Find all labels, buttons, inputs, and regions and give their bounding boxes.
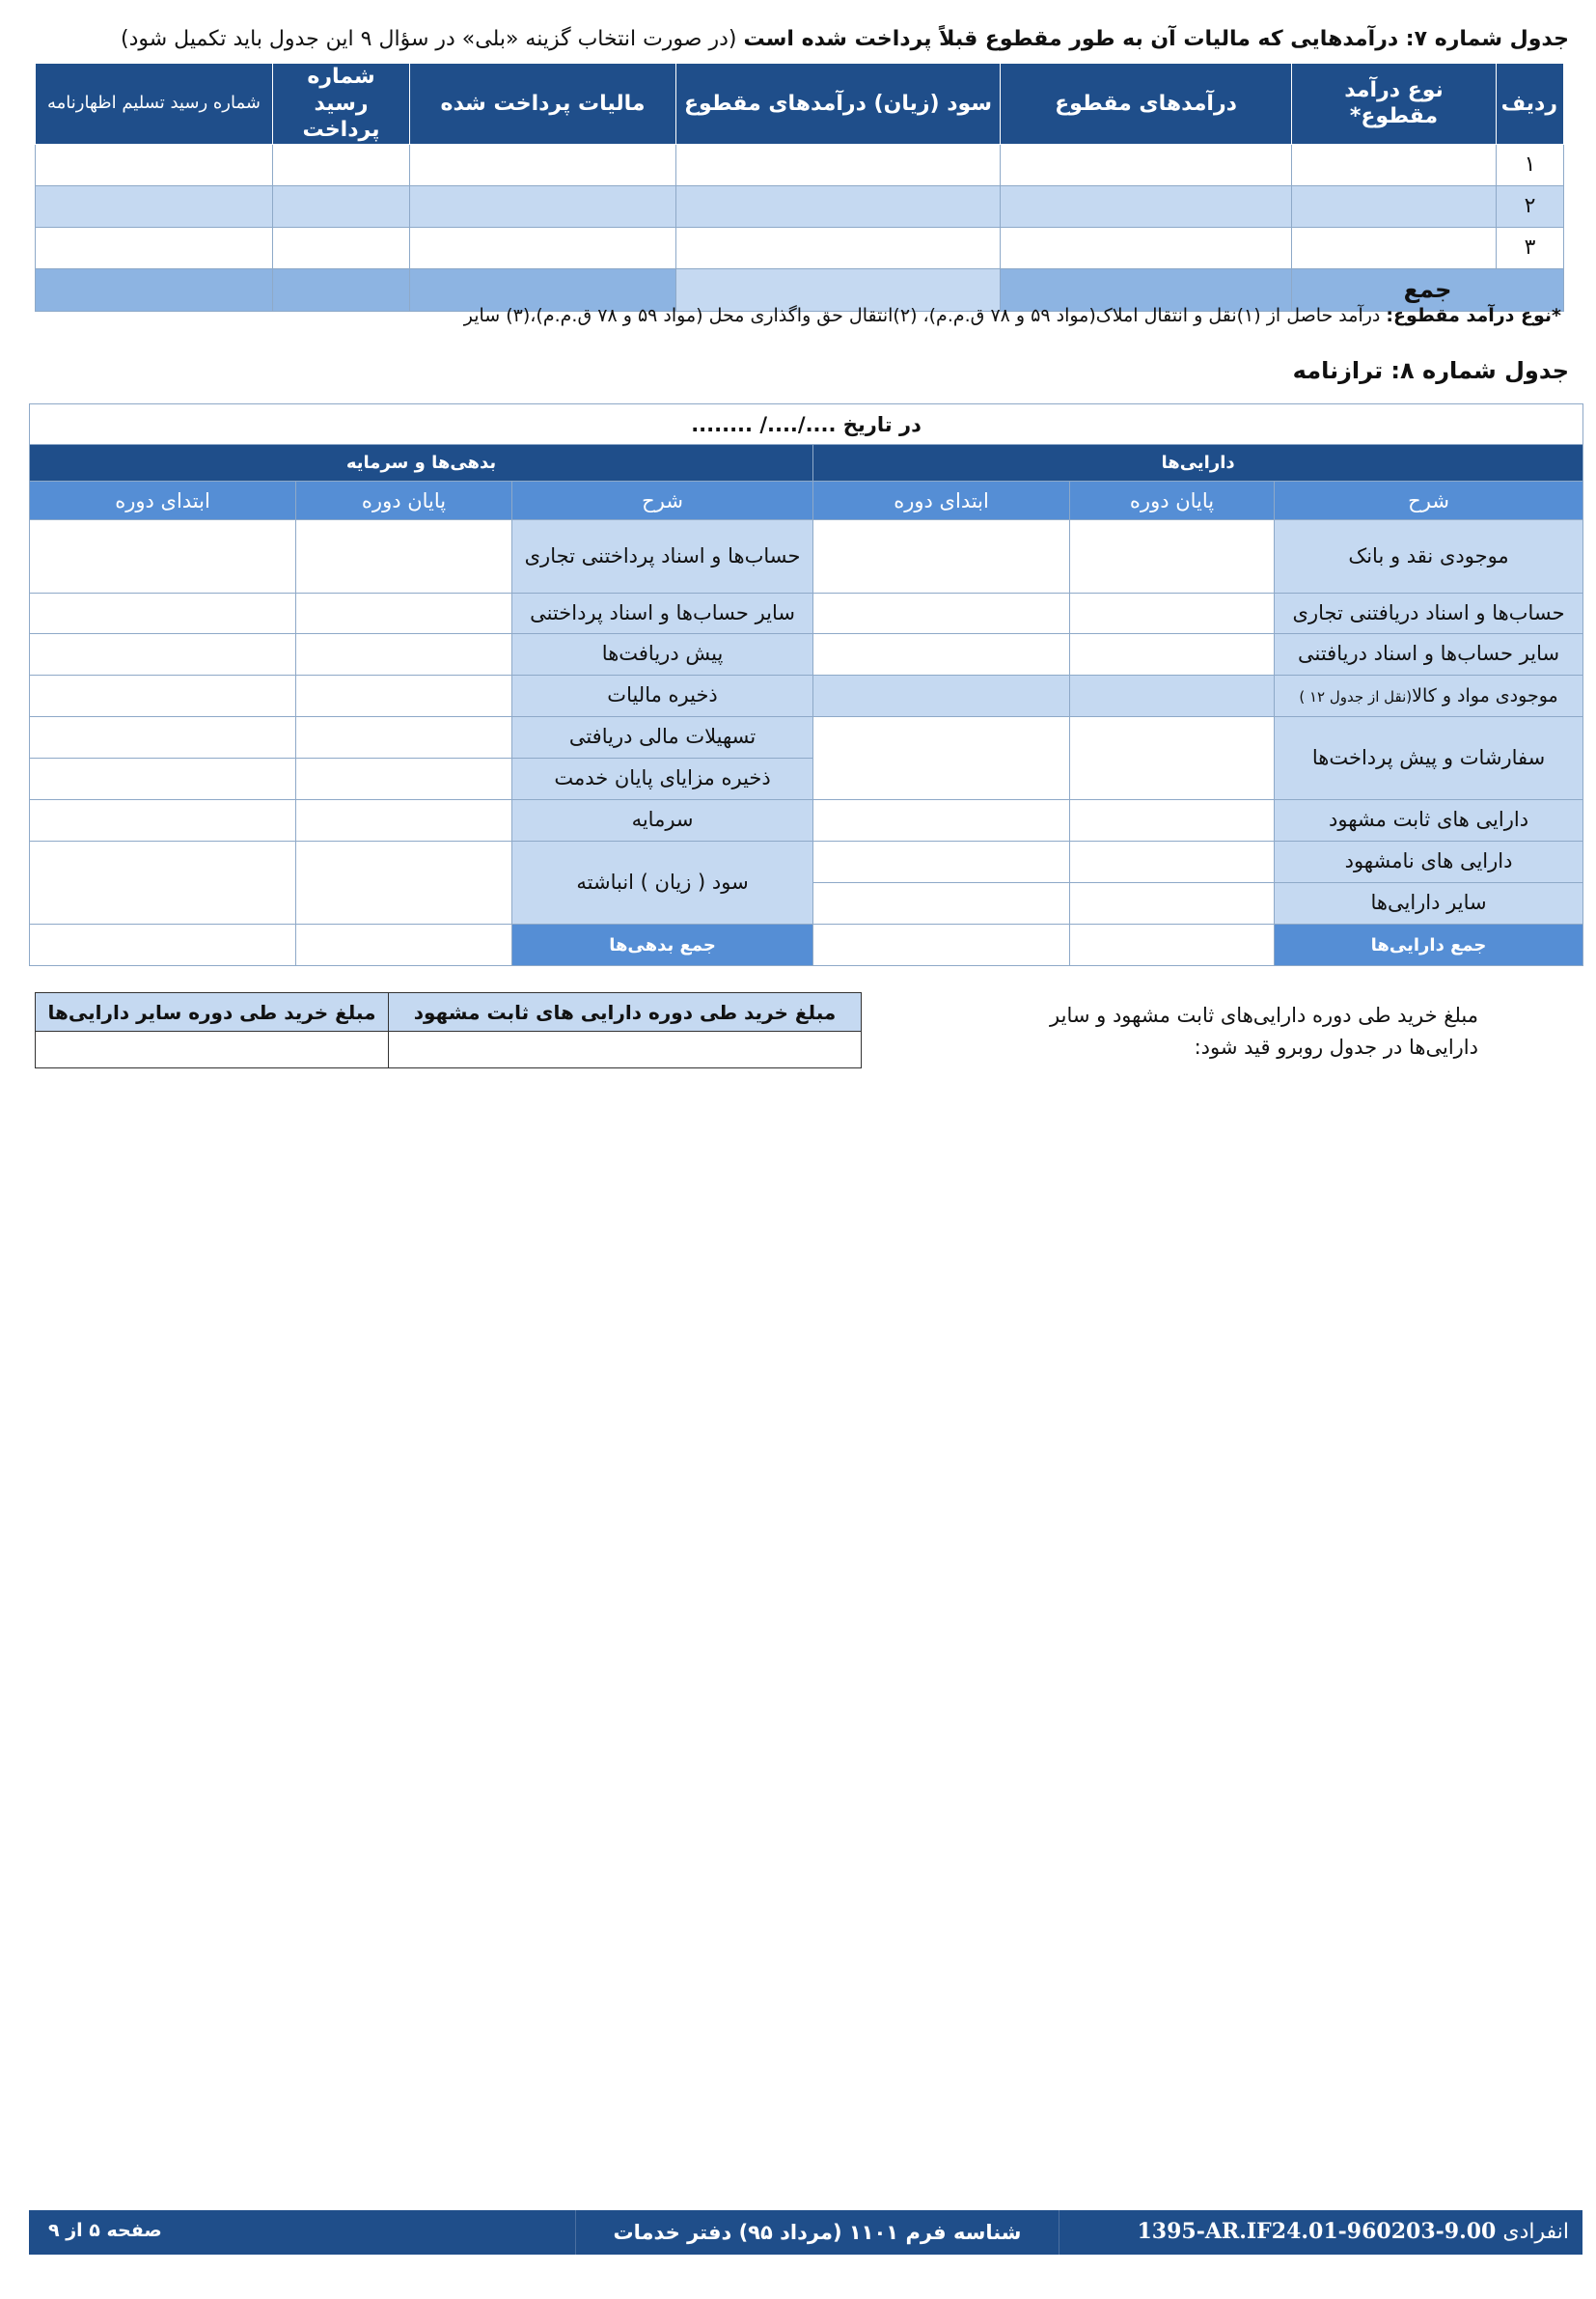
table-row [30, 676, 1583, 717]
row-number: ۱ [1497, 144, 1564, 185]
input-cell[interactable] [410, 144, 676, 185]
input-cell[interactable] [813, 676, 1070, 717]
input-cell[interactable] [1070, 883, 1275, 925]
input-cell[interactable] [1001, 144, 1292, 185]
table7-header-payment-receipt: شماره رسید پرداخت [273, 64, 410, 145]
table7-sum-label: جمع [1292, 268, 1564, 311]
input-cell[interactable] [1070, 676, 1275, 717]
table7-footnote [464, 305, 1561, 326]
asset-fixed: دارایی های ثابت مشهود [1275, 800, 1583, 842]
input-cell[interactable] [273, 144, 410, 185]
table8-title: جدول شماره ۸: ترازنامه [1292, 357, 1569, 384]
input-cell[interactable] [296, 634, 512, 676]
asset-inventory [1275, 676, 1583, 717]
input-cell[interactable] [273, 185, 410, 227]
table7-header-row-num: ردیف [1497, 64, 1564, 145]
input-cell[interactable] [1001, 185, 1292, 227]
sum-cell[interactable] [273, 268, 410, 311]
table7-footnote-text: درآمد حاصل از (۱)نقل و انتقال املاک(مواد ۵۹ و ۷۸ ق.م.م)، (۲)انتقال حق واگذاری محل (مواد ۵۹ و ۷۸ ق.م.م)،(۳) سایر [463, 305, 1387, 326]
asset-inventory-note: (نقل از جدول ۱۲ ) [1299, 687, 1413, 706]
input-cell[interactable] [813, 520, 1070, 594]
input-cell[interactable] [30, 800, 296, 842]
date-row [30, 404, 1583, 445]
asset-trade-receivables: حساب‌ها و اسناد دریافتنی تجاری [1275, 594, 1583, 634]
input-cell[interactable] [676, 185, 1001, 227]
input-cell[interactable] [296, 594, 512, 634]
input-cell[interactable] [1070, 800, 1275, 842]
asset-other-receivables: سایر حساب‌ها و اسناد دریافتنی [1275, 634, 1583, 676]
purchase-table [35, 992, 862, 1068]
asset-cash: موجودی نقد و بانک [1275, 520, 1583, 594]
footer-form-code [1137, 2219, 1569, 2244]
assets-col-start: ابتدای دوره [813, 482, 1070, 520]
table-row [36, 185, 1564, 227]
table7-header-tax-paid: مالیات پرداخت شده [410, 64, 676, 145]
liab-retained: سود ( زیان ) انباشته [512, 842, 813, 925]
liabilities-total-label: جمع بدهی‌ها [512, 925, 813, 966]
table7 [35, 63, 1564, 312]
input-cell[interactable] [813, 842, 1070, 883]
input-cell[interactable] [676, 227, 1001, 268]
input-cell[interactable] [36, 144, 273, 185]
column-header-row [30, 482, 1583, 520]
liab-loans: تسهیلات مالی دریافتی [512, 717, 813, 759]
page-footer [29, 2210, 1582, 2288]
table7-title-plain: (در صورت انتخاب گزینه «بلی» در سؤال ۹ این جدول باید تکمیل شود) [120, 27, 744, 51]
input-cell[interactable] [30, 759, 296, 800]
input-cell[interactable] [30, 520, 296, 594]
input-cell[interactable] [1070, 520, 1275, 594]
input-cell[interactable] [676, 144, 1001, 185]
table7-header-profit: سود (زیان) درآمدهای مقطوع [676, 64, 1001, 145]
input-cell[interactable] [813, 800, 1070, 842]
table-row [30, 520, 1583, 594]
input-cell[interactable] [30, 594, 296, 634]
input-cell[interactable] [813, 717, 1070, 800]
assets-section-header: دارایی‌ها [813, 445, 1583, 482]
total-cell[interactable] [30, 925, 296, 966]
input-cell[interactable] [1001, 227, 1292, 268]
footer-page-number: صفحه ۵ از ۹ [48, 2220, 162, 2241]
asset-inventory-label: موجودی مواد و کالا [1412, 684, 1558, 706]
total-cell[interactable] [813, 925, 1070, 966]
input-cell[interactable] [36, 1032, 389, 1068]
input-cell[interactable] [1070, 842, 1275, 883]
input-cell[interactable] [410, 227, 676, 268]
purchase-col-other: مبلغ خرید طی دوره سایر دارایی‌ها [36, 993, 389, 1032]
input-cell[interactable] [30, 717, 296, 759]
liab-trade-payables: حساب‌ها و اسناد پرداختنی تجاری [512, 520, 813, 594]
assets-col-desc: شرح [1275, 482, 1583, 520]
input-cell[interactable] [296, 676, 512, 717]
liabilities-section-header: بدهی‌ها و سرمایه [30, 445, 813, 482]
purchase-header-row [36, 993, 862, 1032]
liab-capital: سرمایه [512, 800, 813, 842]
input-cell[interactable] [296, 800, 512, 842]
input-cell[interactable] [296, 717, 512, 759]
input-cell[interactable] [813, 594, 1070, 634]
input-cell[interactable] [1292, 185, 1497, 227]
footer-form-id: شناسه فرم ۱۱۰۱ (مرداد ۹۵) دفتر خدمات مؤدیان [575, 2210, 1059, 2255]
total-cell[interactable] [296, 925, 512, 966]
purchase-note: مبلغ خرید طی دوره دارایی‌های ثابت مشهود و سایر دارایی‌ها در جدول روبرو قید شود: [1050, 1004, 1478, 1059]
input-cell[interactable] [1292, 144, 1497, 185]
table7-title-bold: جدول شماره ۷: درآمدهایی که مالیات آن به طور مقطوع قبلاً پرداخت شده است [743, 27, 1569, 51]
table7-header-submission-receipt: شماره رسید تسلیم اظهارنامه [36, 64, 273, 145]
asset-intangible: دارایی های نامشهود [1275, 842, 1583, 883]
table-row [36, 227, 1564, 268]
input-cell[interactable] [389, 1032, 862, 1068]
input-cell[interactable] [36, 227, 273, 268]
footer-type: انفرادی [1502, 2220, 1569, 2244]
input-cell[interactable] [1070, 634, 1275, 676]
input-cell[interactable] [296, 842, 512, 925]
total-cell[interactable] [1070, 925, 1275, 966]
table7-header-income: درآمدهای مقطوع [1001, 64, 1292, 145]
input-cell[interactable] [1292, 227, 1497, 268]
row-number: ۲ [1497, 185, 1564, 227]
input-cell[interactable] [1070, 717, 1275, 800]
liab-advances: پیش دریافت‌ها [512, 634, 813, 676]
balance-date[interactable]: در تاریخ ..../..../ ........ [30, 404, 1583, 445]
liab-tax-reserve: ذخیره مالیات [512, 676, 813, 717]
input-cell[interactable] [273, 227, 410, 268]
table-row [30, 634, 1583, 676]
input-cell[interactable] [813, 883, 1070, 925]
table-row [36, 1032, 862, 1068]
table7-header-row [36, 64, 1564, 145]
liab-col-end: پایان دوره [296, 482, 512, 520]
table7-title [121, 27, 1569, 51]
table-row [30, 842, 1583, 883]
sum-cell[interactable] [36, 268, 273, 311]
input-cell[interactable] [813, 634, 1070, 676]
liab-col-start: ابتدای دوره [30, 482, 296, 520]
table-row [30, 717, 1583, 759]
input-cell[interactable] [296, 759, 512, 800]
table7-header-income-type: نوع درآمد مقطوع* [1292, 64, 1497, 145]
input-cell[interactable] [296, 520, 512, 594]
table7-footnote-label: *نوع درآمد مقطوع: [1386, 305, 1561, 326]
purchase-col-fixed: مبلغ خرید طی دوره دارایی های ثابت مشهود [389, 993, 862, 1032]
totals-row [30, 925, 1583, 966]
input-cell[interactable] [30, 676, 296, 717]
table-row [36, 144, 1564, 185]
assets-col-end: پایان دوره [1070, 482, 1275, 520]
liab-col-desc: شرح [512, 482, 813, 520]
balance-sheet-table [29, 403, 1583, 966]
row-number: ۳ [1497, 227, 1564, 268]
table-row [30, 594, 1583, 634]
asset-other: سایر دارایی‌ها [1275, 883, 1583, 925]
input-cell[interactable] [410, 185, 676, 227]
footer-code: 1395-AR.IF24.01-960203-9.00 [1137, 2219, 1497, 2244]
assets-total-label: جمع دارایی‌ها [1275, 925, 1583, 966]
input-cell[interactable] [1070, 594, 1275, 634]
section-header-row [30, 445, 1583, 482]
table-row [30, 800, 1583, 842]
input-cell[interactable] [30, 634, 296, 676]
liab-severance: ذخیره مزایای پایان خدمت [512, 759, 813, 800]
input-cell[interactable] [36, 185, 273, 227]
asset-prepayments: سفارشات و پیش پرداخت‌ها [1275, 717, 1583, 800]
liab-other-payables: سایر حساب‌ها و اسناد پرداختنی [512, 594, 813, 634]
input-cell[interactable] [30, 842, 296, 925]
